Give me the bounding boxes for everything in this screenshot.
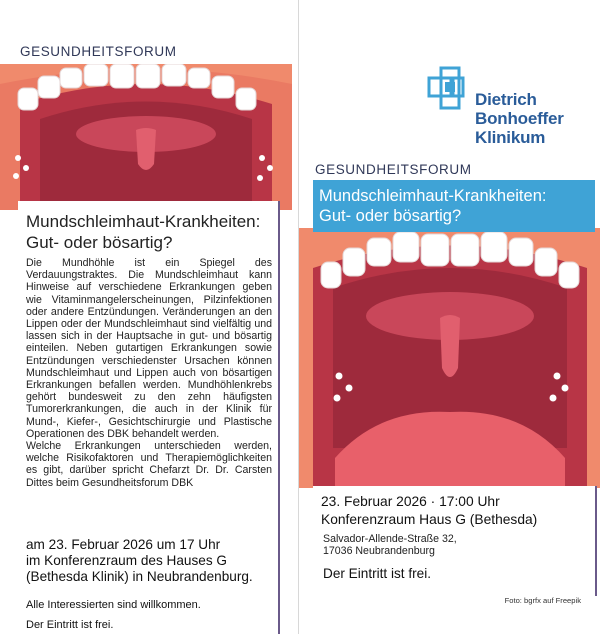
logo-text: Dietrich xyxy=(475,90,537,109)
article-body xyxy=(26,257,272,489)
left-flyer-panel xyxy=(0,0,292,634)
title-line: Mundschleimhaut-Krankheiten: xyxy=(26,212,261,231)
open-mouth-illustration xyxy=(299,228,600,488)
date-line: im Konferenzraum des Hauses G xyxy=(26,553,227,568)
body-paragraph: Die Mundhöhle ist ein Spiegel des Verdauungstraktes. Die Mundschleimhaut kann Hinweise auf verschiedene Erkrankungen geben wie Vitaminmangelerscheinungen, Pilzinfektionen oder andere Entzündungen. Veränderungen an den Lippen oder der Mundschleimhaut sind vielfältig und lassen sich in der Hauptsache in gut- und bösartig einteilen. Neben gutartigen Erkrankungen sowie Entzündungen verschiedenster Ursachen können Mundschleimhaut und Lippen auch von bösartigen Erkrankungen befallen werden. Mundhöhlenkrebs gehört bundesweit zu den zehn häufigsten Tumorerkrankungen, die auch in der Klinik für Mund-, Kiefer-, Gesichtschirurgie und Plastische Operationen des DBK behandelt werden. xyxy=(26,257,272,440)
logo-text: Klinikum xyxy=(475,128,546,147)
date-line: am 23. Februar 2026 um 17 Uhr xyxy=(26,537,221,552)
free-entry-text: Der Eintritt ist frei. xyxy=(323,566,432,581)
open-mouth-illustration xyxy=(0,64,292,210)
photo-credit: Foto: bgrfx auf Freepik xyxy=(504,596,581,605)
free-entry-text: Der Eintritt ist frei. xyxy=(26,619,114,631)
event-venue: Konferenzraum Haus G (Bethesda) xyxy=(321,512,538,527)
logo-text: Bonhoeffer xyxy=(475,109,564,128)
forum-label: GESUNDHEITSFORUM xyxy=(20,44,177,59)
address-line: 17036 Neubrandenburg xyxy=(323,545,435,557)
article-box xyxy=(18,201,280,634)
welcome-text: Alle Interessierten sind willkommen. xyxy=(26,599,201,611)
right-flyer-panel xyxy=(298,0,600,634)
body-paragraph: Welche Erkrankungen unterschieden werden, welche Risikofaktoren und Therapiemöglichkeiten es gibt, darüber spricht Chefarzt Dr. Dr. Carsten Dittes beim Gesundheitsforum DBK xyxy=(26,440,272,489)
clinic-logo xyxy=(427,62,597,154)
title-line: Mundschleimhaut-Krankheiten: xyxy=(319,187,547,205)
forum-label: GESUNDHEITSFORUM xyxy=(315,162,472,177)
event-date: 23. Februar 2026 · 17:00 Uhr xyxy=(321,494,500,509)
date-line: (Bethesda Klinik) in Neubrandenburg. xyxy=(26,569,253,584)
title-bar xyxy=(313,180,595,232)
article-title xyxy=(26,211,278,253)
address-line: Salvador-Allende-Straße 32, xyxy=(323,533,457,545)
title-line: Gut- oder bösartig? xyxy=(26,233,173,252)
event-info-box xyxy=(313,486,597,596)
title-line: Gut- oder bösartig? xyxy=(319,207,462,225)
event-date-block xyxy=(26,537,276,585)
